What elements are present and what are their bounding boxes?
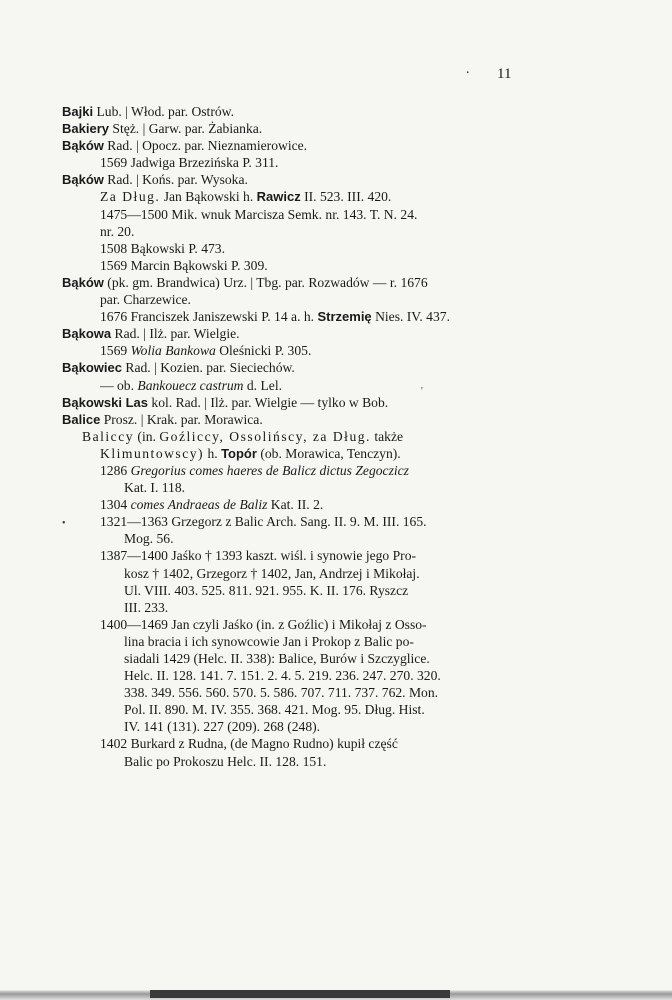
entry-line: 1387—1400 Jaśko † 1393 kaszt. wiśl. i synowie jego Pro- [100,548,417,564]
scan-edge-mark [150,990,450,998]
entry-list [62,103,522,770]
entry-line: 1475—1500 Mik. wnuk Marcisza Semk. nr. 143. T. N. 24. [100,206,418,222]
entry-line: kosz † 1402, Grzegorz † 1402, Jan, Andrzej i Mikołaj. [124,565,420,581]
entry-line: siadali 1429 (Helc. II. 338): Balice, Burów i Szczyglice. [124,651,430,666]
entry-line: par. Charzewice. [100,292,191,308]
entry-line: Ul. VIII. 403. 525. 811. 921. 955. K. II. 176. Ryszcz [124,582,409,598]
scan-speck: . [466,62,470,77]
scan-speck: ' [421,386,423,397]
entry-line: 1569 Jadwiga Brzezińska P. 311. [100,155,279,171]
entry-line: Bakiery Stęż. | Garw. par. Żabianka. [62,121,263,137]
entry-line: 1400—1469 Jan czyli Jaśko (in. z Goźlic) i Mikołaj z Osso- [100,616,427,632]
entry-line: nr. 20. [100,223,135,239]
entry-line: Baliccy (in. Goźliccy, Ossolińscy, za Dług. także [82,428,404,444]
entry-line: 1286 Gregorius comes haeres de Balicz dictus Zegoczicz [100,462,409,478]
entry-line: — ob. Bankouecz castrum d. Lel. [100,377,282,393]
entry-line: Bąków Rad. | Opocz. par. Nieznamierowice. [62,138,308,154]
entry-line: Bąków (pk. gm. Brandwica) Urz. | Tbg. par. Rozwadów — r. 1676 [62,274,428,290]
page-number: 11 [497,66,512,82]
entry-line: 1569 Marcin Bąkowski P. 309. [100,257,268,273]
entry-line: Balice Prosz. | Krak. par. Morawica. [62,411,263,427]
entry-line: 1676 Franciszek Janiszewski P. 14 a. h. Strzemię Nies. IV. 437. [100,309,450,325]
entry-line: Pol. II. 890. M. IV. 355. 368. 421. Mog. 95. Dług. Hist. [124,702,425,718]
entry-line: Bąkowa Rad. | Ilż. par. Wielgie. [62,326,240,342]
entry-line: Helc. II. 128. 141. 7. 151. 2. 4. 5. 219. 236. 247. 270. 320. [124,668,441,684]
entry-line: Bajki Lub. | Włod. par. Ostrów. [62,104,234,119]
entry-line: Za Dług. Jan Bąkowski h. Rawicz II. 523. III. 420. [100,189,392,205]
entry-line: Mog. 56. [124,531,174,547]
entry-line: Bąkowski Las kol. Rad. | Ilż. par. Wielgie — tylko w Bob. [62,394,389,410]
entry-line: Bąków Rad. | Końs. par. Wysoka. [62,172,248,188]
entry-line: 338. 349. 556. 560. 570. 5. 586. 707. 711. 737. 762. Mon. [124,685,439,701]
entry-line: 1304 comes Andraeas de Baliz Kat. II. 2. [100,497,324,513]
entry-line: Bąkowiec Rad. | Kozien. par. Sieciechów. [62,360,295,376]
entry-line: Balic po Prokoszu Helc. II. 128. 151. [124,753,327,769]
entry-line: 1508 Bąkowski P. 473. [100,240,225,256]
entry-line: 1321—1363 Grzegorz z Balic Arch. Sang. II. 9. M. III. 165. [100,514,427,530]
entry-line: III. 233. [124,599,169,615]
entry-line: Kat. I. 118. [124,480,186,496]
entry-line: 1402 Burkard z Rudna, (de Magno Rudno) kupił część [100,736,398,752]
entry-line: Klimuntowscy) h. Topór (ob. Morawica, Tenczyn). [100,445,401,461]
scan-speck: • [62,518,66,529]
entry-line: IV. 141 (131). 227 (209). 268 (248). [124,719,321,735]
entry-line: 1569 Wolia Bankowa Oleśnicki P. 305. [100,343,312,359]
entry-line: lina bracia i ich synowcowie Jan i Prokop z Balic po- [124,633,414,649]
